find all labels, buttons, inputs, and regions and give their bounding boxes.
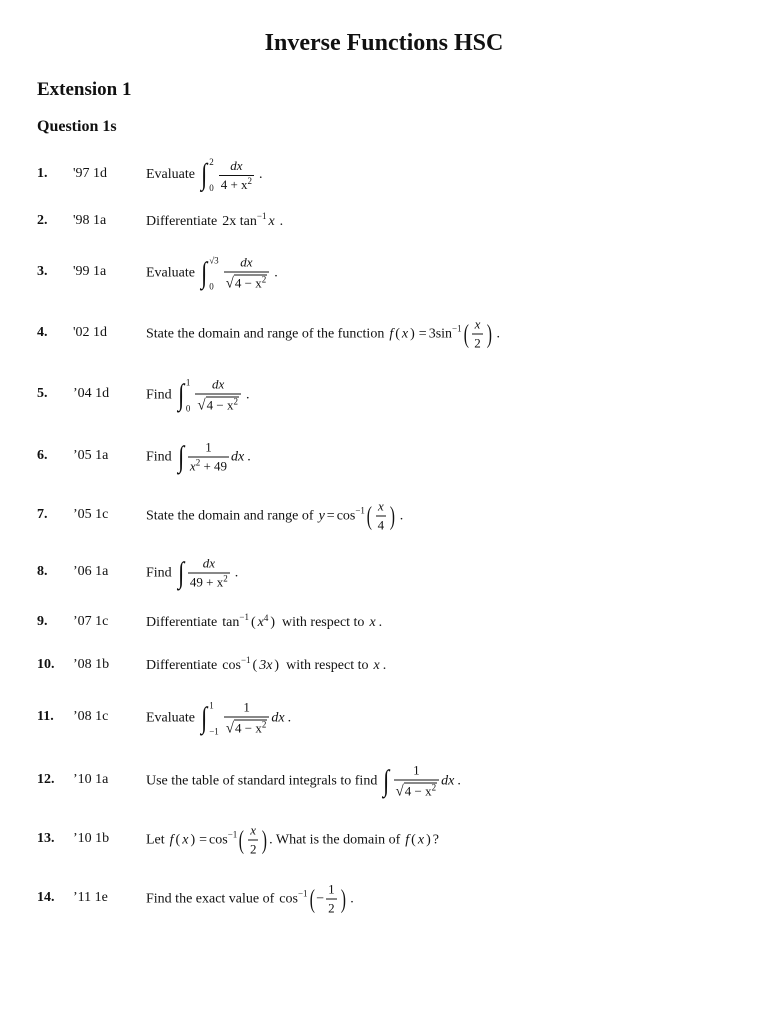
question-number: 2. [37,213,48,228]
question-number: 10. [37,657,55,672]
question-body [146,211,284,230]
question-text: Use the table of standard integrals to find [146,773,378,788]
question-ref: ’05 1c [73,507,109,522]
question-number: 11. [37,709,54,724]
question-text: . What is the domain of [269,832,401,847]
integral-sign: ∫ [201,701,208,734]
integral-sign: ∫ [383,764,390,797]
question-number: 4. [37,325,48,340]
subsection-heading: Question 1s [37,118,117,135]
question-body [146,157,263,193]
question-number: 5. [37,386,48,401]
question-text: Evaluate [146,265,195,280]
integral-limits: 1 0 [185,377,191,413]
math-expression: cos −1 ( − $\frac{1}{2}$ ) . [279,881,354,916]
question-body: Differentiate tan −1 ( x 4 ) with respect to x . [146,612,383,630]
question-ref: ’10 1b [73,831,110,846]
question-body [146,440,251,475]
math-expression: f ( x ) = 3sin −1 ( $\frac{x}{2}$ ) . [389,316,500,351]
question-body [146,317,500,352]
question-number: 8. [37,564,48,579]
math-expression: y = cos −1 ( $\frac{x}{4}$ ) . [318,498,404,533]
integral-limits: 1 −1 [209,700,219,736]
question-ref: ’10 1a [73,772,109,787]
question-text: Evaluate [146,710,195,725]
math-expression: ∫ 1 0 dx √ $4 - x^2$ . [177,376,250,414]
fraction: $\frac{1}{2}$ [328,881,335,916]
fraction: $\frac{dx}{49 + x^2}$ [189,555,228,590]
question-number: 7. [37,507,48,522]
fraction: $\frac{dx}{4 + x^2}$ [220,157,253,192]
integral-sign: ∫ [177,378,184,411]
fraction: 1 √ $4 - x^2$ [394,763,440,800]
integral-limits: 2 0 [209,157,214,193]
question-ref: ’11 1e [73,890,108,905]
question-ref: ’08 1b [73,657,110,672]
math-expression: f ( x ) = cos −1 ( $\frac{x}{2}$ ) [169,822,268,857]
fraction: dx √ $4 - x^2$ [195,377,241,414]
question-ref: ’06 1a [73,564,109,579]
math-expression: ∫ 1 −1 1 √ $4 - x^2$ dx . [201,699,292,737]
math-expression: ∫ 1 √ $4 - x^2$ dx . [383,762,461,800]
question-text: Evaluate [146,167,195,182]
question-ref: ’08 1c [73,709,109,724]
question-ref: '99 1a [73,264,107,279]
question-text: Differentiate [146,214,218,229]
integral-limits: √3 0 [209,255,219,291]
question-body [146,823,439,858]
question-ref: '02 1d [73,325,108,340]
integral-sign: ∫ [177,440,184,473]
question-number: 14. [37,890,55,905]
question-text: Find the exact value of [146,891,275,906]
question-text: State the domain and range of [146,508,314,523]
question-ref: ’04 1d [73,386,110,401]
question-body [146,882,354,917]
question-body [146,763,461,800]
math-expression: ∫ 2 0 $\frac{dx}{4 + x^2}$ . [201,157,263,193]
math-expression: f ( x ) ? [405,832,439,847]
fraction: $\frac{x}{4}$ [377,498,385,533]
fraction: $\frac{1}{x^2 + 49}$ [189,439,228,474]
question-body: Differentiate cos −1 ( 3x ) with respect to x . [146,655,387,673]
question-number: 12. [37,772,55,787]
fraction: $\frac{x}{2}$ [249,822,257,857]
question-ref: '97 1d [73,166,108,181]
question-text: Find [146,449,172,464]
question-body [146,556,238,591]
question-text: Let [146,832,165,847]
math-expression: ∫ √3 0 dx √ $4 - x^2$ . [201,254,278,292]
question-number: 3. [37,264,48,279]
fraction: 1 √ $4 - x^2$ [224,700,270,737]
section-heading: Extension 1 [37,79,132,100]
math-expression: 2x tan −1 x . [222,211,284,229]
question-body [146,255,278,292]
question-text: Differentiate [146,658,218,673]
fraction: $\frac{x}{2}$ [474,316,481,351]
question-text: Differentiate [146,615,218,630]
question-number: 6. [37,448,48,463]
question-text: Find [146,565,172,580]
question-body [146,499,403,534]
question-ref: ’07 1c [73,614,109,629]
question-ref: ’05 1a [73,448,109,463]
question-number: 9. [37,614,48,629]
math-expression: cos −1 ( 3x ) [222,655,280,673]
question-number: 1. [37,166,48,181]
question-text: Find [146,387,172,402]
question-text: State the domain and range of the function [146,326,385,341]
question-ref: '98 1a [73,213,107,228]
math-expression: ∫ $\frac{1}{x^2 + 49}$ dx . [177,439,251,474]
page-title: Inverse Functions HSC [264,30,504,56]
fraction: dx √ $4 - x^2$ [224,255,270,292]
math-expression: tan −1 ( x 4 ) [222,612,276,630]
math-expression: ∫ $\frac{dx}{49 + x^2}$ . [177,555,239,590]
integral-sign: ∫ [201,256,208,289]
integral-sign: ∫ [177,556,184,589]
question-text: with respect to [286,658,369,673]
question-number: 13. [37,831,55,846]
integral-sign: ∫ [201,158,208,191]
question-body [146,377,249,414]
question-body [146,700,291,737]
question-text: with respect to [282,615,365,630]
